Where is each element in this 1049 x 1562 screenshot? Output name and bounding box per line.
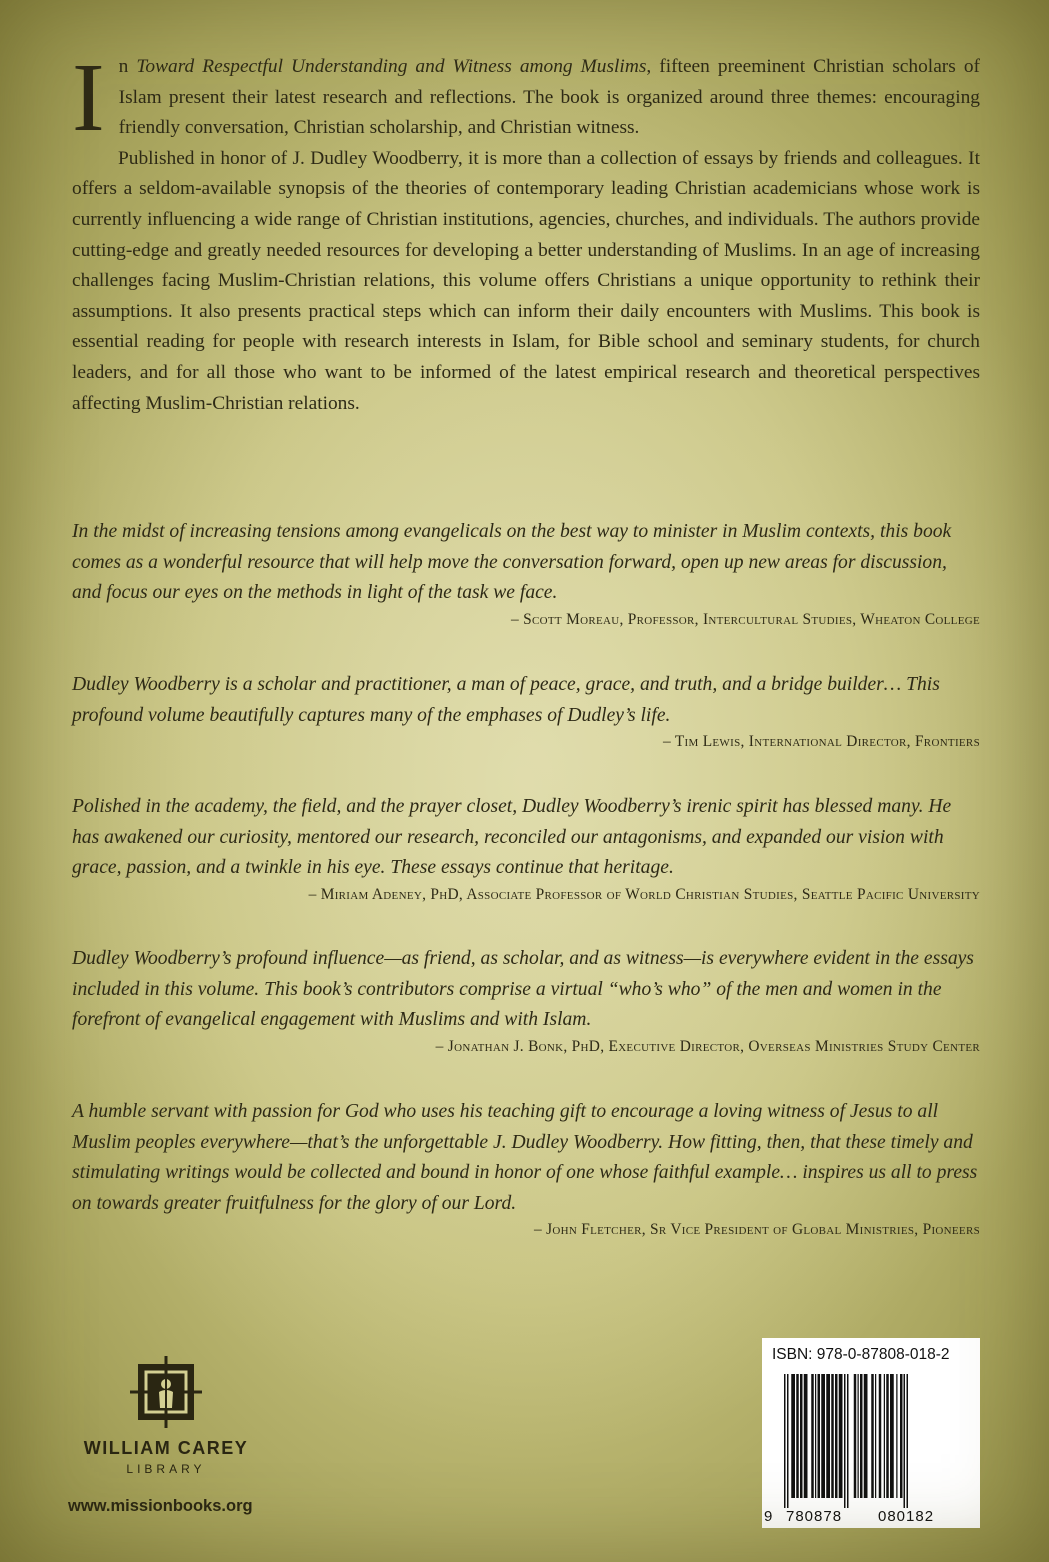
endorsement xyxy=(72,792,980,904)
publisher-website: www.missionbooks.org xyxy=(68,1497,253,1515)
barcode-bar xyxy=(784,1374,786,1508)
endorsement-attribution: – Tim Lewis, International Director, Frontiers xyxy=(662,733,980,751)
barcode-bar xyxy=(800,1374,803,1498)
barcode-panel xyxy=(762,1338,980,1528)
paragraph-rest: , fifteen preeminent Christian scholars of Islam present their latest research and reflections. The book is organized around three themes: encouraging friendly conversation, Christian scholarship, and Christian witness. xyxy=(118,56,980,139)
publisher-name: WILLIAM CAREY xyxy=(83,1438,249,1458)
barcode-bar xyxy=(864,1374,868,1498)
endorsement xyxy=(72,1097,980,1239)
barcode-first-digit: 9 xyxy=(764,1508,774,1525)
endorsement-text: Polished in the academy, the field, and the prayer closet, Dudley Woodberry’s irenic spirit has blessed many. He has awakened our curiosity, mentored our research, reconciled our antagonisms, and expanded our vision with grace, passion, and a twinkle in his eye. These essays continue that heritage. xyxy=(72,796,952,879)
barcode-bar xyxy=(907,1374,909,1508)
barcode-bar xyxy=(835,1374,838,1498)
barcode-left-group: 780878 xyxy=(786,1508,843,1525)
barcode-bar xyxy=(900,1374,903,1498)
endorsement xyxy=(72,670,980,751)
barcode-bar xyxy=(871,1374,874,1498)
endorsement-attribution: – Miriam Adeney, PhD, Associate Professor of World Christian Studies, Seattle Pacific University xyxy=(308,885,980,903)
publisher-subtitle: LIBRARY xyxy=(126,1462,206,1476)
endorsement-attribution: – John Fletcher, Sr Vice President of Global Ministries, Pioneers xyxy=(533,1221,980,1239)
barcode-bar xyxy=(879,1374,882,1498)
barcode-bar xyxy=(886,1374,889,1498)
description-paragraph-1 xyxy=(72,44,980,152)
barcode-bar xyxy=(854,1374,857,1498)
barcode-bar xyxy=(826,1374,830,1498)
barcode-bar xyxy=(860,1374,863,1498)
description-paragraph-2: Published in honor of J. Dudley Woodberry, it is more than a collection of essays by friends and colleagues. It offers a seldom-available synopsis of the theories of contemporary leading Christian academicians whose work is currently influencing a wide range of Christian institutions, agencies, churches, and individuals. The authors provide cutting-edge and greatly needed resources for developing a better understanding of Muslims. In an age of increasing challenges facing Muslim-Christian relations, this volume offers Christians a unique opportunity to rethink their assumptions. It also presents practical steps which can inform their daily encounters with Muslims. This book is essential reading for people with research interests in Islam, for Bible school and seminary students, for church leaders, and for all those who want to be informed of the latest empirical research and theoretical perspectives affecting Muslim-Christian relations. xyxy=(72,147,980,414)
publisher-logo xyxy=(60,1352,272,1476)
barcode-bar xyxy=(847,1374,849,1508)
barcode-bar xyxy=(890,1374,894,1498)
barcode-bar xyxy=(821,1374,825,1498)
publisher-emblem-icon xyxy=(126,1352,206,1432)
endorsement-attribution: – Scott Moreau, Professor, Intercultural Studies, Wheaton College xyxy=(511,610,980,628)
barcode-bar xyxy=(839,1374,843,1498)
barcode-bar xyxy=(904,1374,906,1508)
barcode-bar xyxy=(818,1374,821,1498)
barcode-bar xyxy=(796,1374,799,1498)
endorsement-attribution: – Jonathan J. Bonk, PhD, Executive Director, Overseas Ministries Study Center xyxy=(435,1037,980,1055)
endorsement xyxy=(72,944,980,1056)
endorsement-text: In the midst of increasing tensions among evangelicals on the best way to minister in Muslim contexts, this book comes as a wonderful resource that will help move the conversation forward, open up new areas for discussion, and focus our eyes on the methods in light of the task we face. xyxy=(72,521,952,604)
barcode-bar xyxy=(831,1374,834,1498)
barcode-right-group: 080182 xyxy=(878,1508,935,1525)
barcode-bar xyxy=(875,1374,876,1498)
barcode-bar xyxy=(896,1374,897,1498)
barcode-bar xyxy=(858,1374,859,1498)
barcode-bar xyxy=(791,1374,795,1498)
barcode-bar xyxy=(815,1374,816,1498)
endorsement-text: A humble servant with passion for God who uses his teaching gift to encourage a loving witness of Jesus to all Muslim peoples everywhere—that’s the unforgettable J. Dudley Woodberry. How fitting, then, that these timely and stimulating writings would be collected and bound in honor of one whose faithful example… inspires us all to press on towards greater fruitfulness for the glory of our Lord. xyxy=(72,1101,978,1214)
barcode-bar xyxy=(884,1374,885,1498)
endorsement-text: Dudley Woodberry’s profound influence—as friend, as scholar, and as witness—is everywhere evident in the essays included in this volume. This book’s contributors comprise a virtual “who’s who” of the men and women in the forefront of evangelical engagement with Muslims and with Islam. xyxy=(72,948,974,1031)
barcode-bar xyxy=(811,1374,814,1498)
endorsement-text: Dudley Woodberry is a scholar and practitioner, a man of peace, grace, and truth, and a bridge builder… This profound volume beautifully captures many of the emphases of Dudley’s life. xyxy=(72,674,940,726)
paragraph-lead: n xyxy=(118,56,137,77)
book-title: Toward Respectful Understanding and Witness among Muslims xyxy=(136,56,647,77)
drop-cap: I xyxy=(72,44,105,152)
barcode-bar xyxy=(787,1374,789,1508)
barcode-bar xyxy=(844,1374,846,1508)
isbn-label: ISBN: 978-0-87808-018-2 xyxy=(772,1346,950,1363)
endorsement xyxy=(72,517,980,629)
barcode-bars xyxy=(770,1374,972,1510)
book-description xyxy=(72,44,980,419)
barcode-bar xyxy=(804,1374,808,1498)
